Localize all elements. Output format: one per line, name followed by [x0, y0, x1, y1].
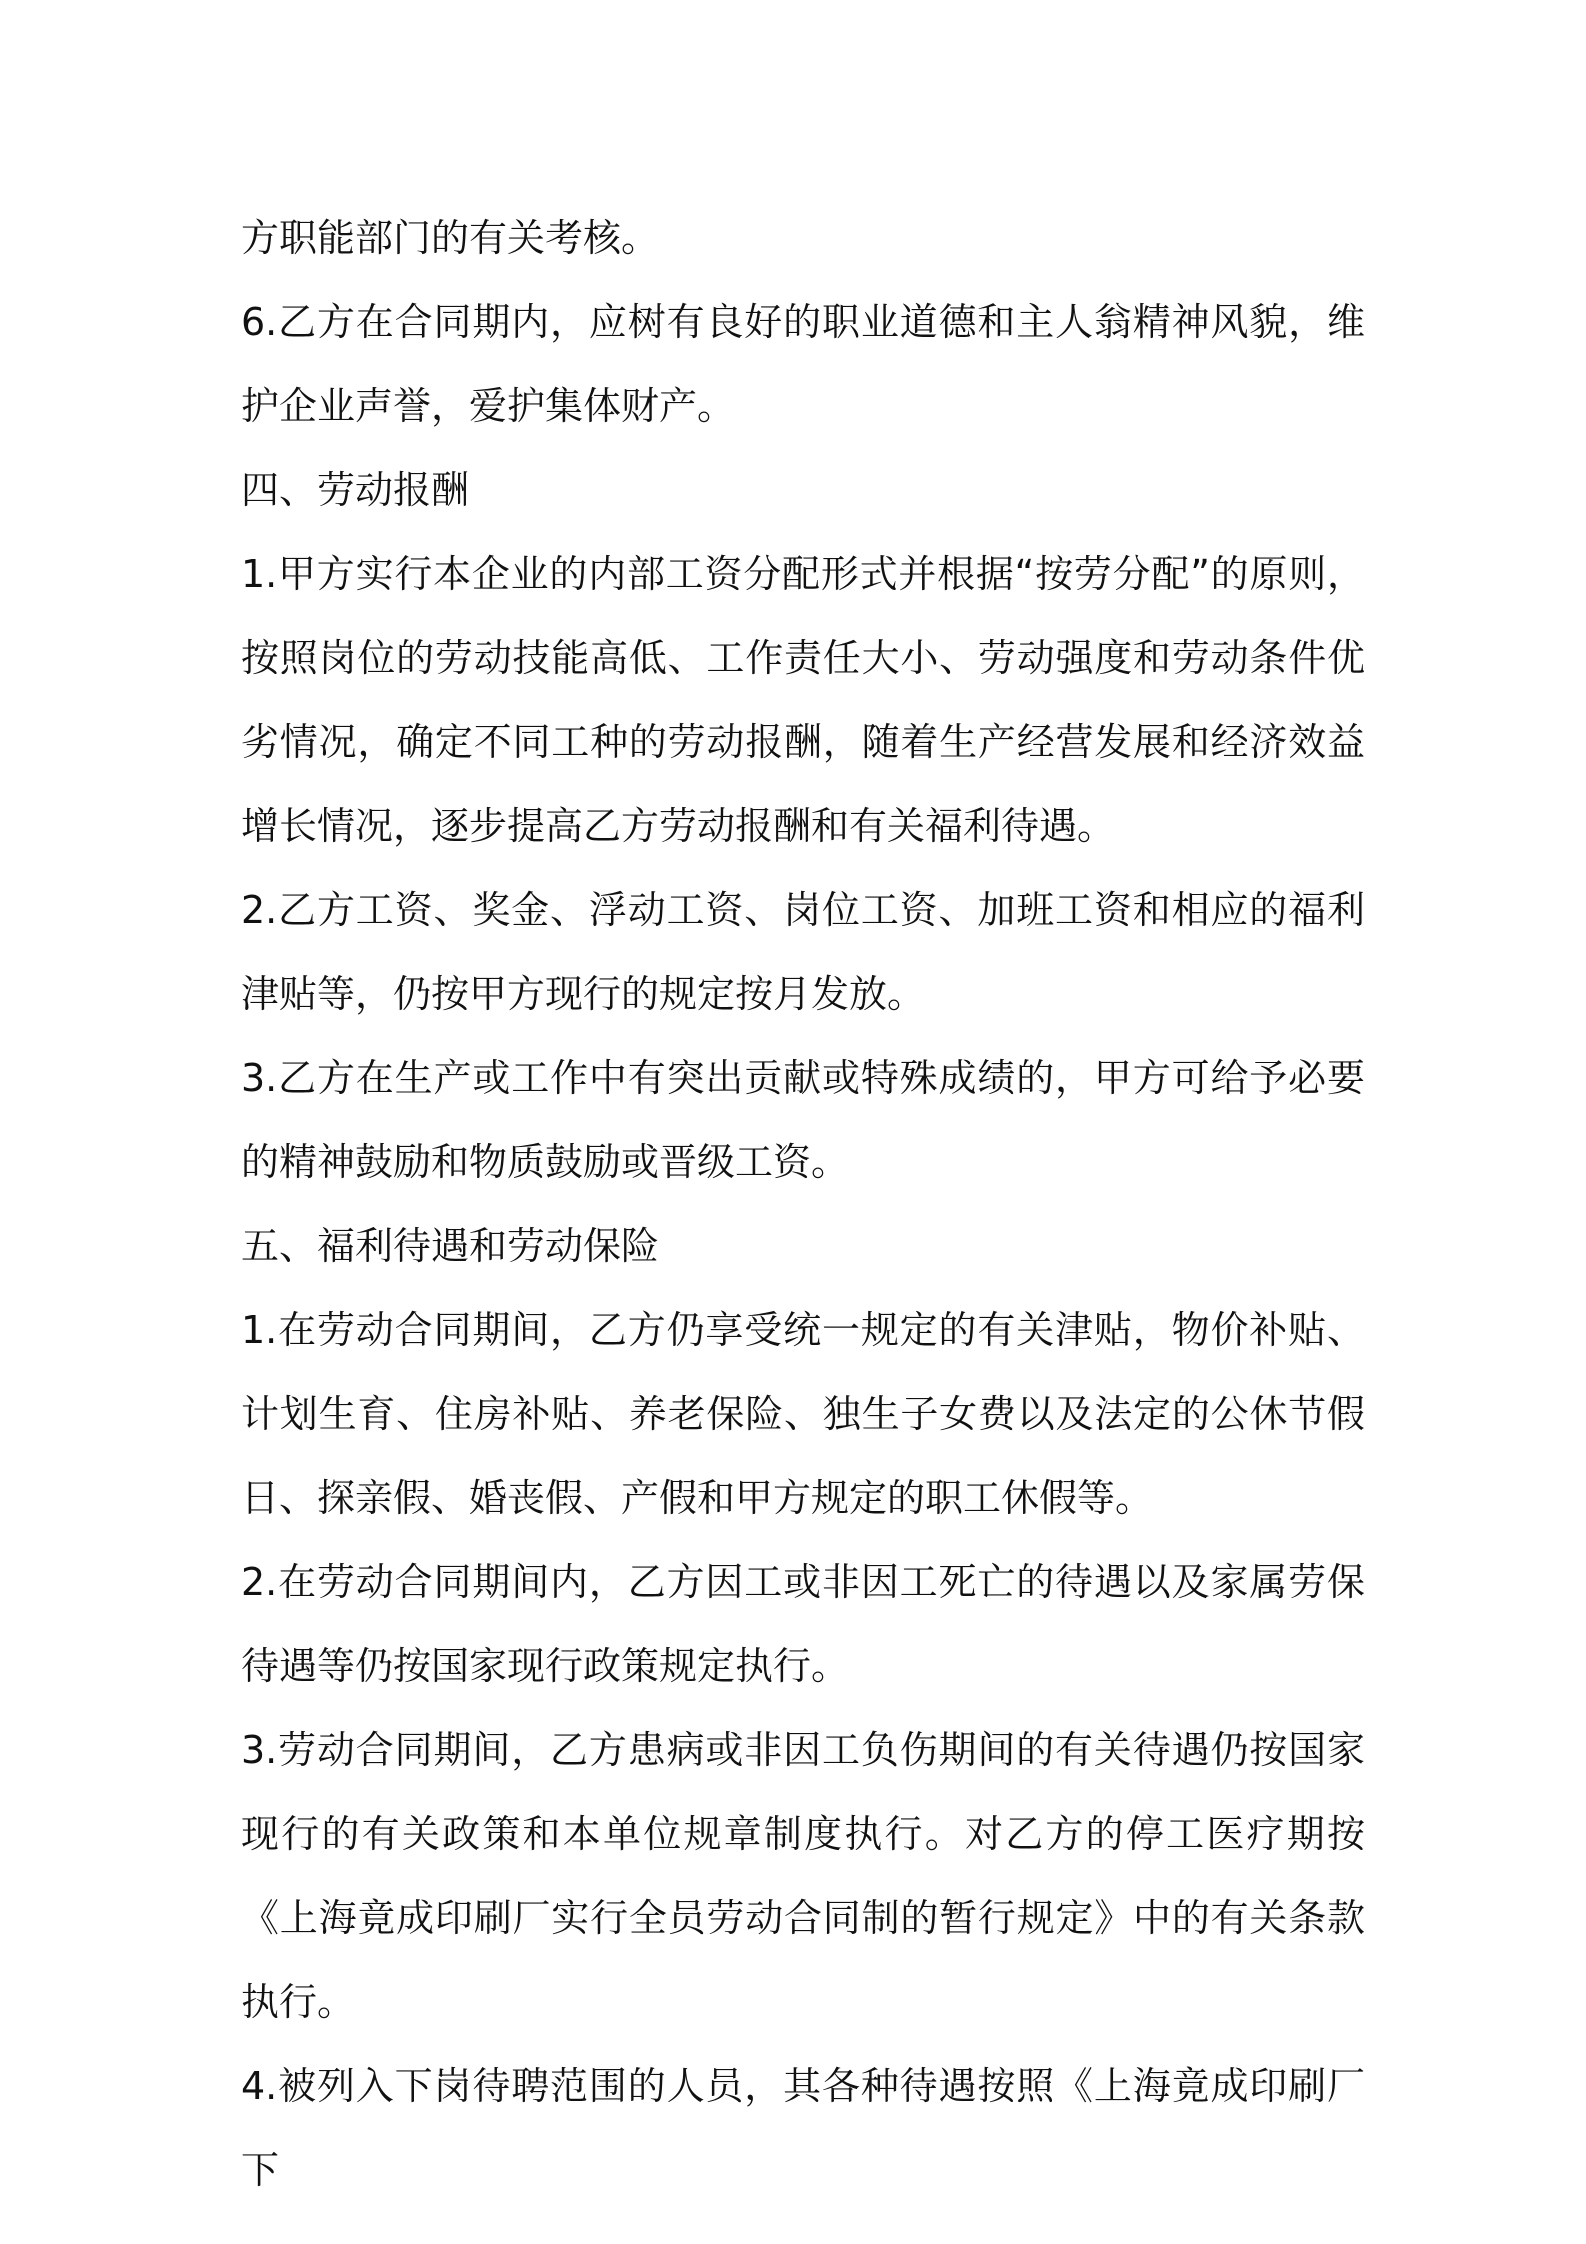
- paragraph-remuneration-1: 1.甲方实行本企业的内部工资分配形式并根据“按劳分配”的原则，按照岗位的劳动技能高低、工作责任大小、劳动强度和劳动条件优劣情况，确定不同工种的劳动报酬，随着生产经营发展和经济效益增长情况，逐步提高乙方劳动报酬和有关福利待遇。: [241, 552, 1365, 848]
- paragraph-welfare-1: 1.在劳动合同期间，乙方仍享受统一规定的有关津贴，物价补贴、计划生育、住房补贴、养老保险、独生子女费以及法定的公休节假日、探亲假、婚丧假、产假和甲方规定的职工休假等。: [241, 1308, 1365, 1520]
- paragraph-remuneration-2: 2.乙方工资、奖金、浮动工资、岗位工资、加班工资和相应的福利津贴等，仍按甲方现行的规定按月发放。: [241, 888, 1365, 1016]
- section-heading-welfare-insurance: 五、福利待遇和劳动保险: [241, 1224, 660, 1268]
- document-body: [241, 196, 1365, 2212]
- paragraph-welfare-2: 2.在劳动合同期间内，乙方因工或非因工死亡的待遇以及家属劳保待遇等仍按国家现行政策规定执行。: [241, 1560, 1365, 1688]
- paragraph-continuation: 方职能部门的有关考核。: [241, 216, 660, 260]
- section-heading-labor-remuneration: 四、劳动报酬: [241, 468, 470, 512]
- paragraph-remuneration-3: 3.乙方在生产或工作中有突出贡献或特殊成绩的，甲方可给予必要的精神鼓励和物质鼓励或晋级工资。: [241, 1056, 1365, 1184]
- paragraph-welfare-4: 4.被列入下岗待聘范围的人员，其各种待遇按照《上海竟成印刷厂下: [241, 2064, 1365, 2192]
- paragraph-welfare-3: 3.劳动合同期间，乙方患病或非因工负伤期间的有关待遇仍按国家现行的有关政策和本单位规章制度执行。对乙方的停工医疗期按《上海竟成印刷厂实行全员劳动合同制的暂行规定》中的有关条款执行。: [241, 1728, 1365, 2024]
- paragraph-item-6: 6.乙方在合同期内，应树有良好的职业道德和主人翁精神风貌，维护企业声誉，爱护集体财产。: [241, 300, 1365, 428]
